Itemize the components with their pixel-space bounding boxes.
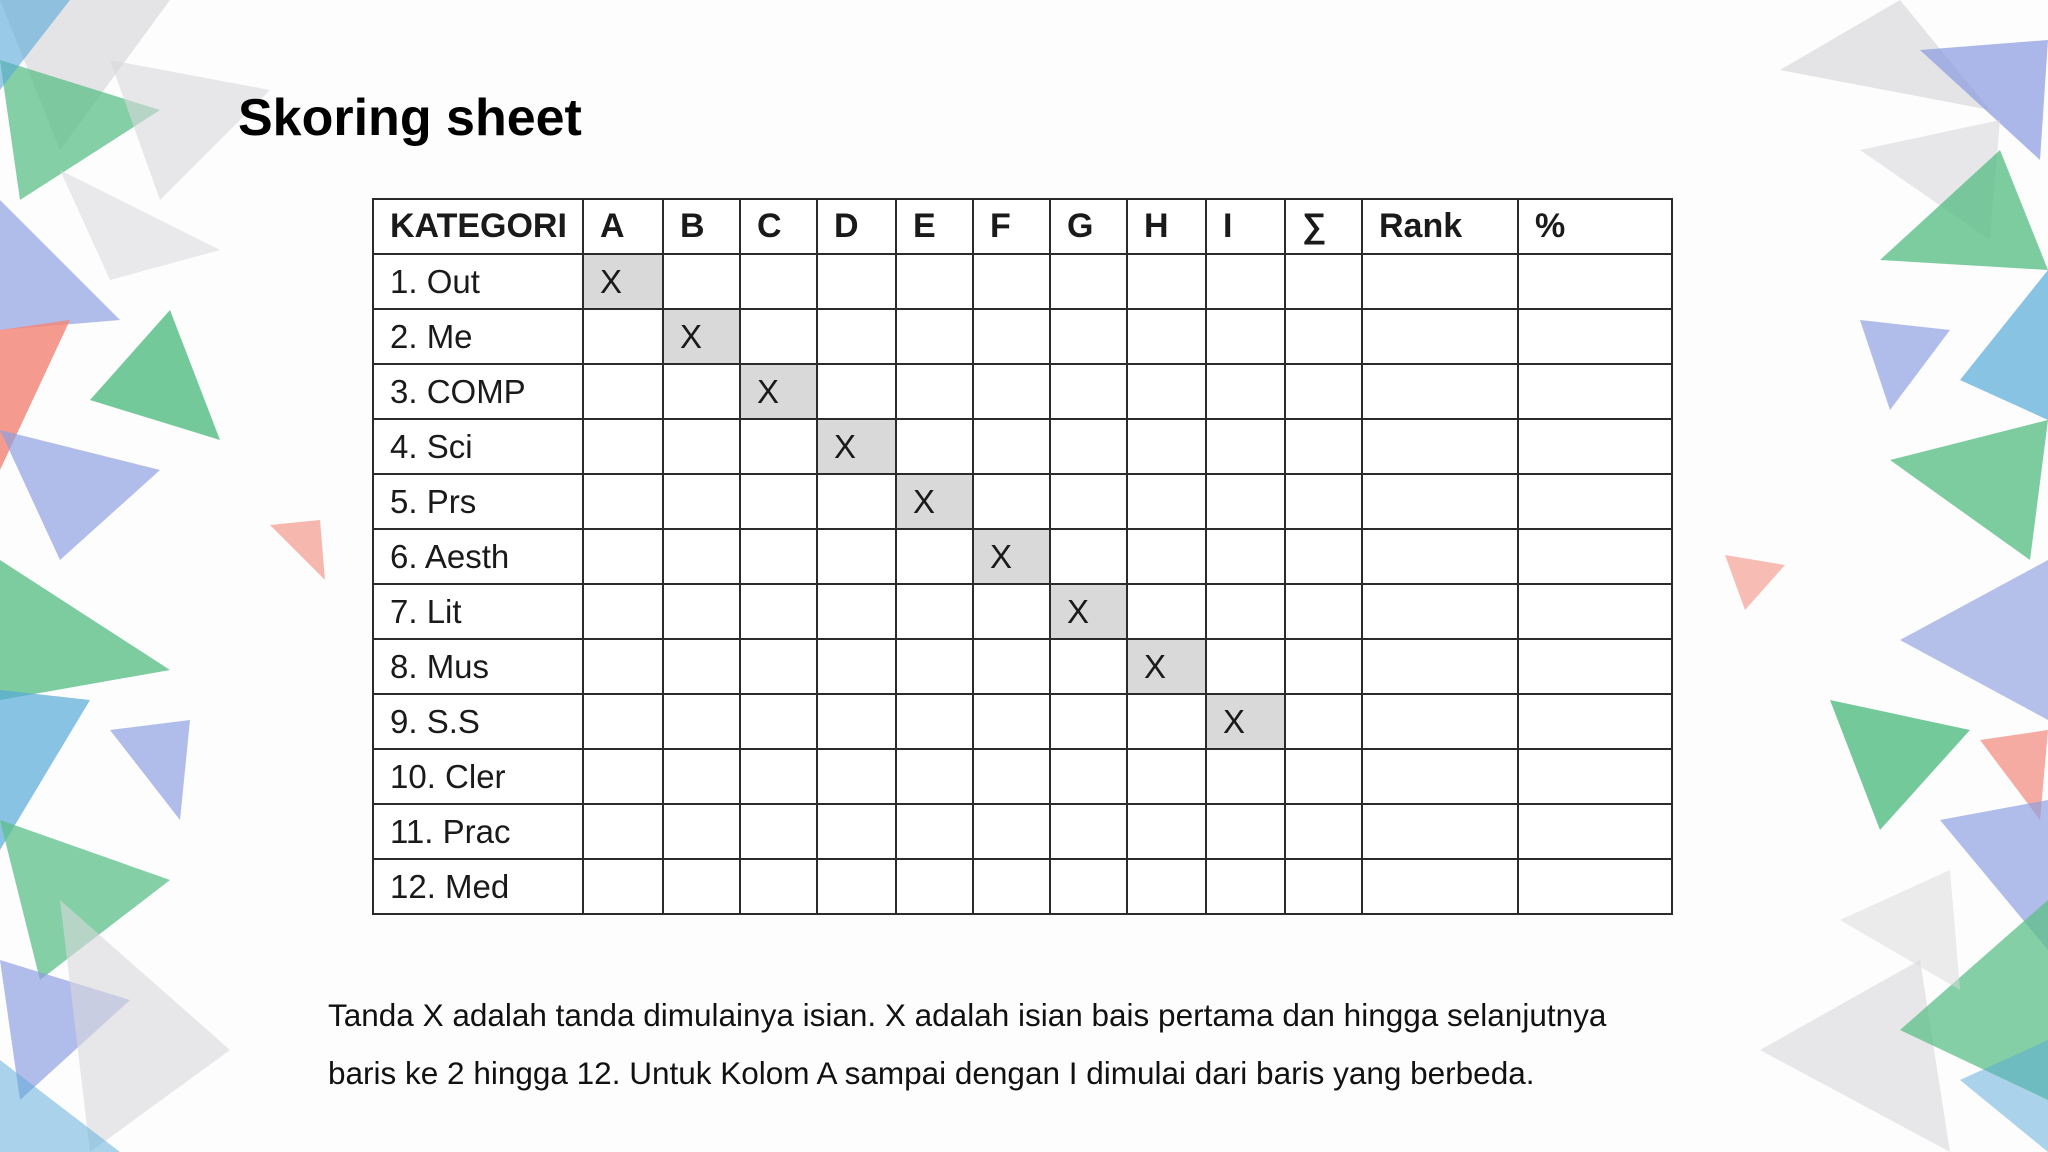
table-cell [973,309,1050,364]
table-cell [1127,694,1206,749]
table-cell [583,419,663,474]
caption-line-1: Tanda X adalah tanda dimulainya isian. X adalah isian bais pertama dan hingga selanjutnya [328,997,1607,1033]
triangle-shape [90,310,220,440]
table-cell [1285,804,1362,859]
triangle-shape [270,520,325,580]
column-header: D [817,199,896,254]
table-cell [1127,584,1206,639]
table-cell [1285,639,1362,694]
table-cell [817,254,896,309]
table-cell [896,694,973,749]
table-cell [1206,364,1285,419]
table-row [373,639,1672,694]
table-cell [663,474,740,529]
table-cell [973,419,1050,474]
table-cell [1518,804,1672,859]
table-cell [1362,419,1518,474]
table-cell [1127,859,1206,914]
table-cell [1518,474,1672,529]
table-cell [817,474,896,529]
table-cell [1127,419,1206,474]
table-cell [1127,254,1206,309]
start-mark-cell: X [663,309,740,364]
table-cell [1285,309,1362,364]
table-cell [1050,419,1127,474]
start-mark-cell: X [1050,584,1127,639]
row-label: 1. Out [373,254,583,309]
table-cell [896,749,973,804]
table-cell [1050,694,1127,749]
table-cell [1206,474,1285,529]
column-header: C [740,199,817,254]
table-cell [583,584,663,639]
table-cell [1050,804,1127,859]
table-cell [663,694,740,749]
table-cell [1206,639,1285,694]
table-cell [1518,364,1672,419]
table-cell [663,419,740,474]
table-cell [1285,364,1362,419]
table-cell [1362,584,1518,639]
start-mark-cell: X [740,364,817,419]
row-label: 3. COMP [373,364,583,419]
table-header-row [373,199,1672,254]
table-cell [1285,859,1362,914]
table-cell [663,364,740,419]
row-label: 9. S.S [373,694,583,749]
table-cell [740,474,817,529]
table-cell [1362,639,1518,694]
table-cell [896,804,973,859]
table-cell [1206,584,1285,639]
table-cell [1050,529,1127,584]
table-cell [817,309,896,364]
column-header: I [1206,199,1285,254]
table-cell [1127,364,1206,419]
table-cell [1206,419,1285,474]
triangle-shape [1900,560,2048,720]
table-cell [896,254,973,309]
table-cell [740,804,817,859]
table-cell [583,529,663,584]
table-row [373,584,1672,639]
table-cell [896,309,973,364]
table-cell [1362,474,1518,529]
column-header: B [663,199,740,254]
table-cell [1518,859,1672,914]
scoring-table-container [372,198,1673,915]
table-cell [1050,474,1127,529]
table-cell [1518,694,1672,749]
table-cell [1285,694,1362,749]
table-cell [1362,804,1518,859]
triangle-shape [1960,270,2048,420]
table-cell [1518,584,1672,639]
table-row [373,694,1672,749]
caption-text [328,986,1768,1102]
triangle-shape [1860,320,1950,410]
table-row [373,749,1672,804]
table-row [373,254,1672,309]
table-cell [896,364,973,419]
table-cell [1518,749,1672,804]
column-header: F [973,199,1050,254]
table-cell [740,254,817,309]
table-cell [740,309,817,364]
table-cell [973,584,1050,639]
table-cell [1050,364,1127,419]
table-cell [896,639,973,694]
table-cell [1285,529,1362,584]
triangle-shape [1760,960,1950,1152]
column-header: ∑ [1285,199,1362,254]
triangle-shape [110,720,190,820]
column-header-kategori: KATEGORI [373,199,583,254]
table-cell [1050,859,1127,914]
table-cell [817,364,896,419]
table-cell [1285,749,1362,804]
table-cell [740,419,817,474]
table-cell [973,859,1050,914]
table-cell [663,804,740,859]
table-cell [1362,309,1518,364]
table-cell [583,309,663,364]
table-cell [740,529,817,584]
table-cell [1127,749,1206,804]
table-row [373,309,1672,364]
table-row [373,804,1672,859]
table-cell [1362,254,1518,309]
table-cell [973,364,1050,419]
table-cell [973,749,1050,804]
table-body [373,254,1672,914]
start-mark-cell: X [973,529,1050,584]
table-cell [740,749,817,804]
start-mark-cell: X [896,474,973,529]
table-cell [973,474,1050,529]
slide-title: Skoring sheet [238,89,582,147]
table-cell [817,749,896,804]
table-cell [973,254,1050,309]
table-cell [740,639,817,694]
row-label: 7. Lit [373,584,583,639]
table-cell [1127,804,1206,859]
table-cell [1285,419,1362,474]
row-label: 6. Aesth [373,529,583,584]
table-cell [1206,859,1285,914]
table-row [373,364,1672,419]
scoring-table [372,198,1673,915]
table-cell [1285,254,1362,309]
triangle-shape [60,900,230,1152]
triangle-shape [1890,420,2048,560]
table-cell [1285,584,1362,639]
table-cell [663,254,740,309]
column-header: Rank [1362,199,1518,254]
table-cell [1518,639,1672,694]
column-header: H [1127,199,1206,254]
triangle-shape [1725,555,1785,610]
table-cell [1206,309,1285,364]
row-label: 2. Me [373,309,583,364]
table-cell [663,749,740,804]
table-cell [817,529,896,584]
table-cell [1206,749,1285,804]
caption-line-2: baris ke 2 hingga 12. Untuk Kolom A sampai dengan I dimulai dari baris yang berbeda. [328,1055,1535,1091]
table-cell [973,639,1050,694]
table-cell [896,584,973,639]
table-cell [583,804,663,859]
table-cell [1127,309,1206,364]
table-cell [1050,639,1127,694]
column-header: E [896,199,973,254]
table-row [373,859,1672,914]
start-mark-cell: X [1206,694,1285,749]
table-cell [1362,694,1518,749]
triangle-shape [60,170,220,280]
table-cell [583,749,663,804]
triangle-shape [1830,700,1970,830]
row-label: 11. Prac [373,804,583,859]
column-header: G [1050,199,1127,254]
column-header: % [1518,199,1672,254]
table-cell [817,584,896,639]
table-cell [1206,529,1285,584]
table-cell [663,529,740,584]
triangle-shape [0,430,160,560]
table-cell [896,859,973,914]
row-label: 4. Sci [373,419,583,474]
table-cell [583,859,663,914]
table-cell [1050,749,1127,804]
table-cell [1206,254,1285,309]
table-cell [896,529,973,584]
table-cell [973,804,1050,859]
table-cell [740,859,817,914]
table-cell [1518,309,1672,364]
table-cell [817,694,896,749]
table-cell [1362,749,1518,804]
triangle-shape [0,560,170,700]
table-cell [1050,309,1127,364]
table-cell [1518,419,1672,474]
table-row [373,419,1672,474]
table-cell [1127,474,1206,529]
table-cell [583,694,663,749]
table-cell [740,694,817,749]
start-mark-cell: X [1127,639,1206,694]
table-cell [1362,529,1518,584]
table-cell [740,584,817,639]
table-cell [896,419,973,474]
table-cell [1362,364,1518,419]
column-header: A [583,199,663,254]
table-cell [663,859,740,914]
table-cell [1362,859,1518,914]
table-cell [583,639,663,694]
row-label: 5. Prs [373,474,583,529]
table-cell [583,474,663,529]
table-cell [1285,474,1362,529]
table-cell [817,859,896,914]
table-cell [1518,254,1672,309]
table-cell [817,804,896,859]
start-mark-cell: X [583,254,663,309]
table-cell [1050,254,1127,309]
row-label: 8. Mus [373,639,583,694]
table-cell [583,364,663,419]
table-cell [817,639,896,694]
table-cell [973,694,1050,749]
table-cell [1127,529,1206,584]
table-cell [663,639,740,694]
table-cell [1206,804,1285,859]
row-label: 12. Med [373,859,583,914]
row-label: 10. Cler [373,749,583,804]
table-cell [1518,529,1672,584]
start-mark-cell: X [817,419,896,474]
table-row [373,529,1672,584]
table-cell [663,584,740,639]
table-row [373,474,1672,529]
